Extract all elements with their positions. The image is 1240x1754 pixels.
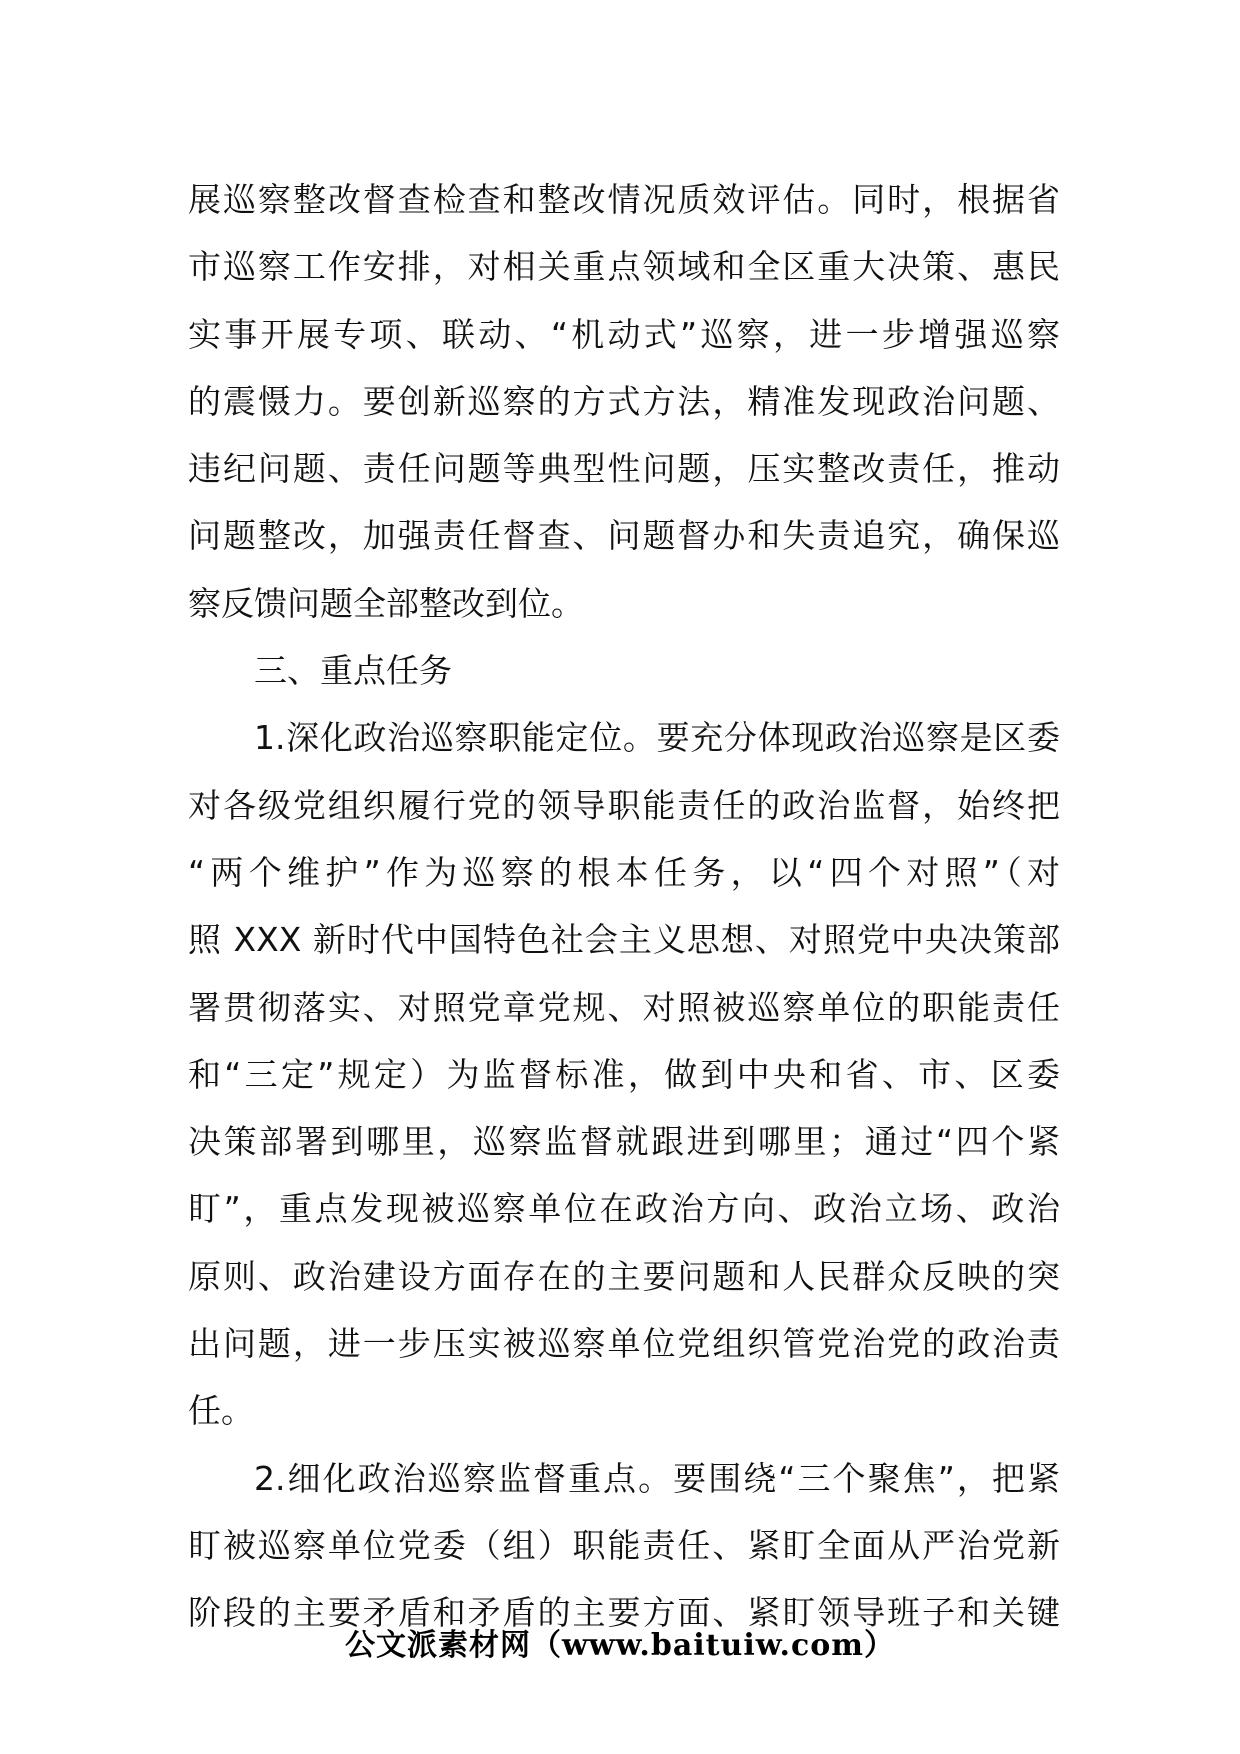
- text-line: 2.细化政治巡察监督重点。要围绕“三个聚焦”，把紧: [254, 1458, 1060, 1498]
- text-line: 署贯彻落实、对照党章党规、对照被巡察单位的职能责任: [188, 987, 1060, 1027]
- text-line: 照 XXX 新时代中国特色社会主义思想、对照党中央决策部: [188, 920, 1060, 960]
- text-line: 出问题，进一步压实被巡察单位党组织管党治党的政治责: [188, 1324, 1060, 1364]
- text-line: 对各级党组织履行党的领导职能责任的政治监督，始终把: [188, 785, 1060, 825]
- text-line: 阶段的主要矛盾和矛盾的主要方面、紧盯领导班子和关键: [188, 1593, 1060, 1633]
- text-line: 任。: [188, 1391, 254, 1431]
- text-line: “两个维护”作为巡察的根本任务，以“四个对照”（对: [188, 852, 1060, 892]
- document-body: [188, 166, 1060, 1647]
- text-line: 决策部署到哪里，巡察监督就跟进到哪里；通过“四个紧: [188, 1122, 1060, 1162]
- text-line: 的震慑力。要创新巡察的方式方法，精准发现政治问题、: [188, 381, 1060, 421]
- text-line: 原则、政治建设方面存在的主要问题和人民群众反映的突: [188, 1256, 1060, 1296]
- text-line: 察反馈问题全部整改到位。: [188, 583, 584, 623]
- text-line: 1.深化政治巡察职能定位。要充分体现政治巡察是区委: [254, 718, 1060, 758]
- text-line: 三、重点任务: [254, 651, 452, 691]
- footer-watermark: 公文派素材网（www.baituiw.com）: [344, 1628, 896, 1663]
- text-line: 展巡察整改督查检查和整改情况质效评估。同时，根据省: [188, 180, 1060, 219]
- text-line: 市巡察工作安排，对相关重点领域和全区重大决策、惠民: [188, 247, 1060, 287]
- text-line: 违纪问题、责任问题等典型性问题，压实整改责任，推动: [188, 449, 1060, 489]
- text-line: 实事开展专项、联动、“机动式”巡察，进一步增强巡察: [188, 314, 1060, 354]
- text-line: 和“三定”规定）为监督标准，做到中央和省、市、区委: [188, 1054, 1060, 1094]
- text-line: 盯被巡察单位党委（组）职能责任、紧盯全面从严治党新: [188, 1525, 1060, 1565]
- text-line: 问题整改，加强责任督查、问题督办和失责追究，确保巡: [188, 516, 1060, 556]
- text-line: 盯”，重点发现被巡察单位在政治方向、政治立场、政治: [188, 1189, 1060, 1229]
